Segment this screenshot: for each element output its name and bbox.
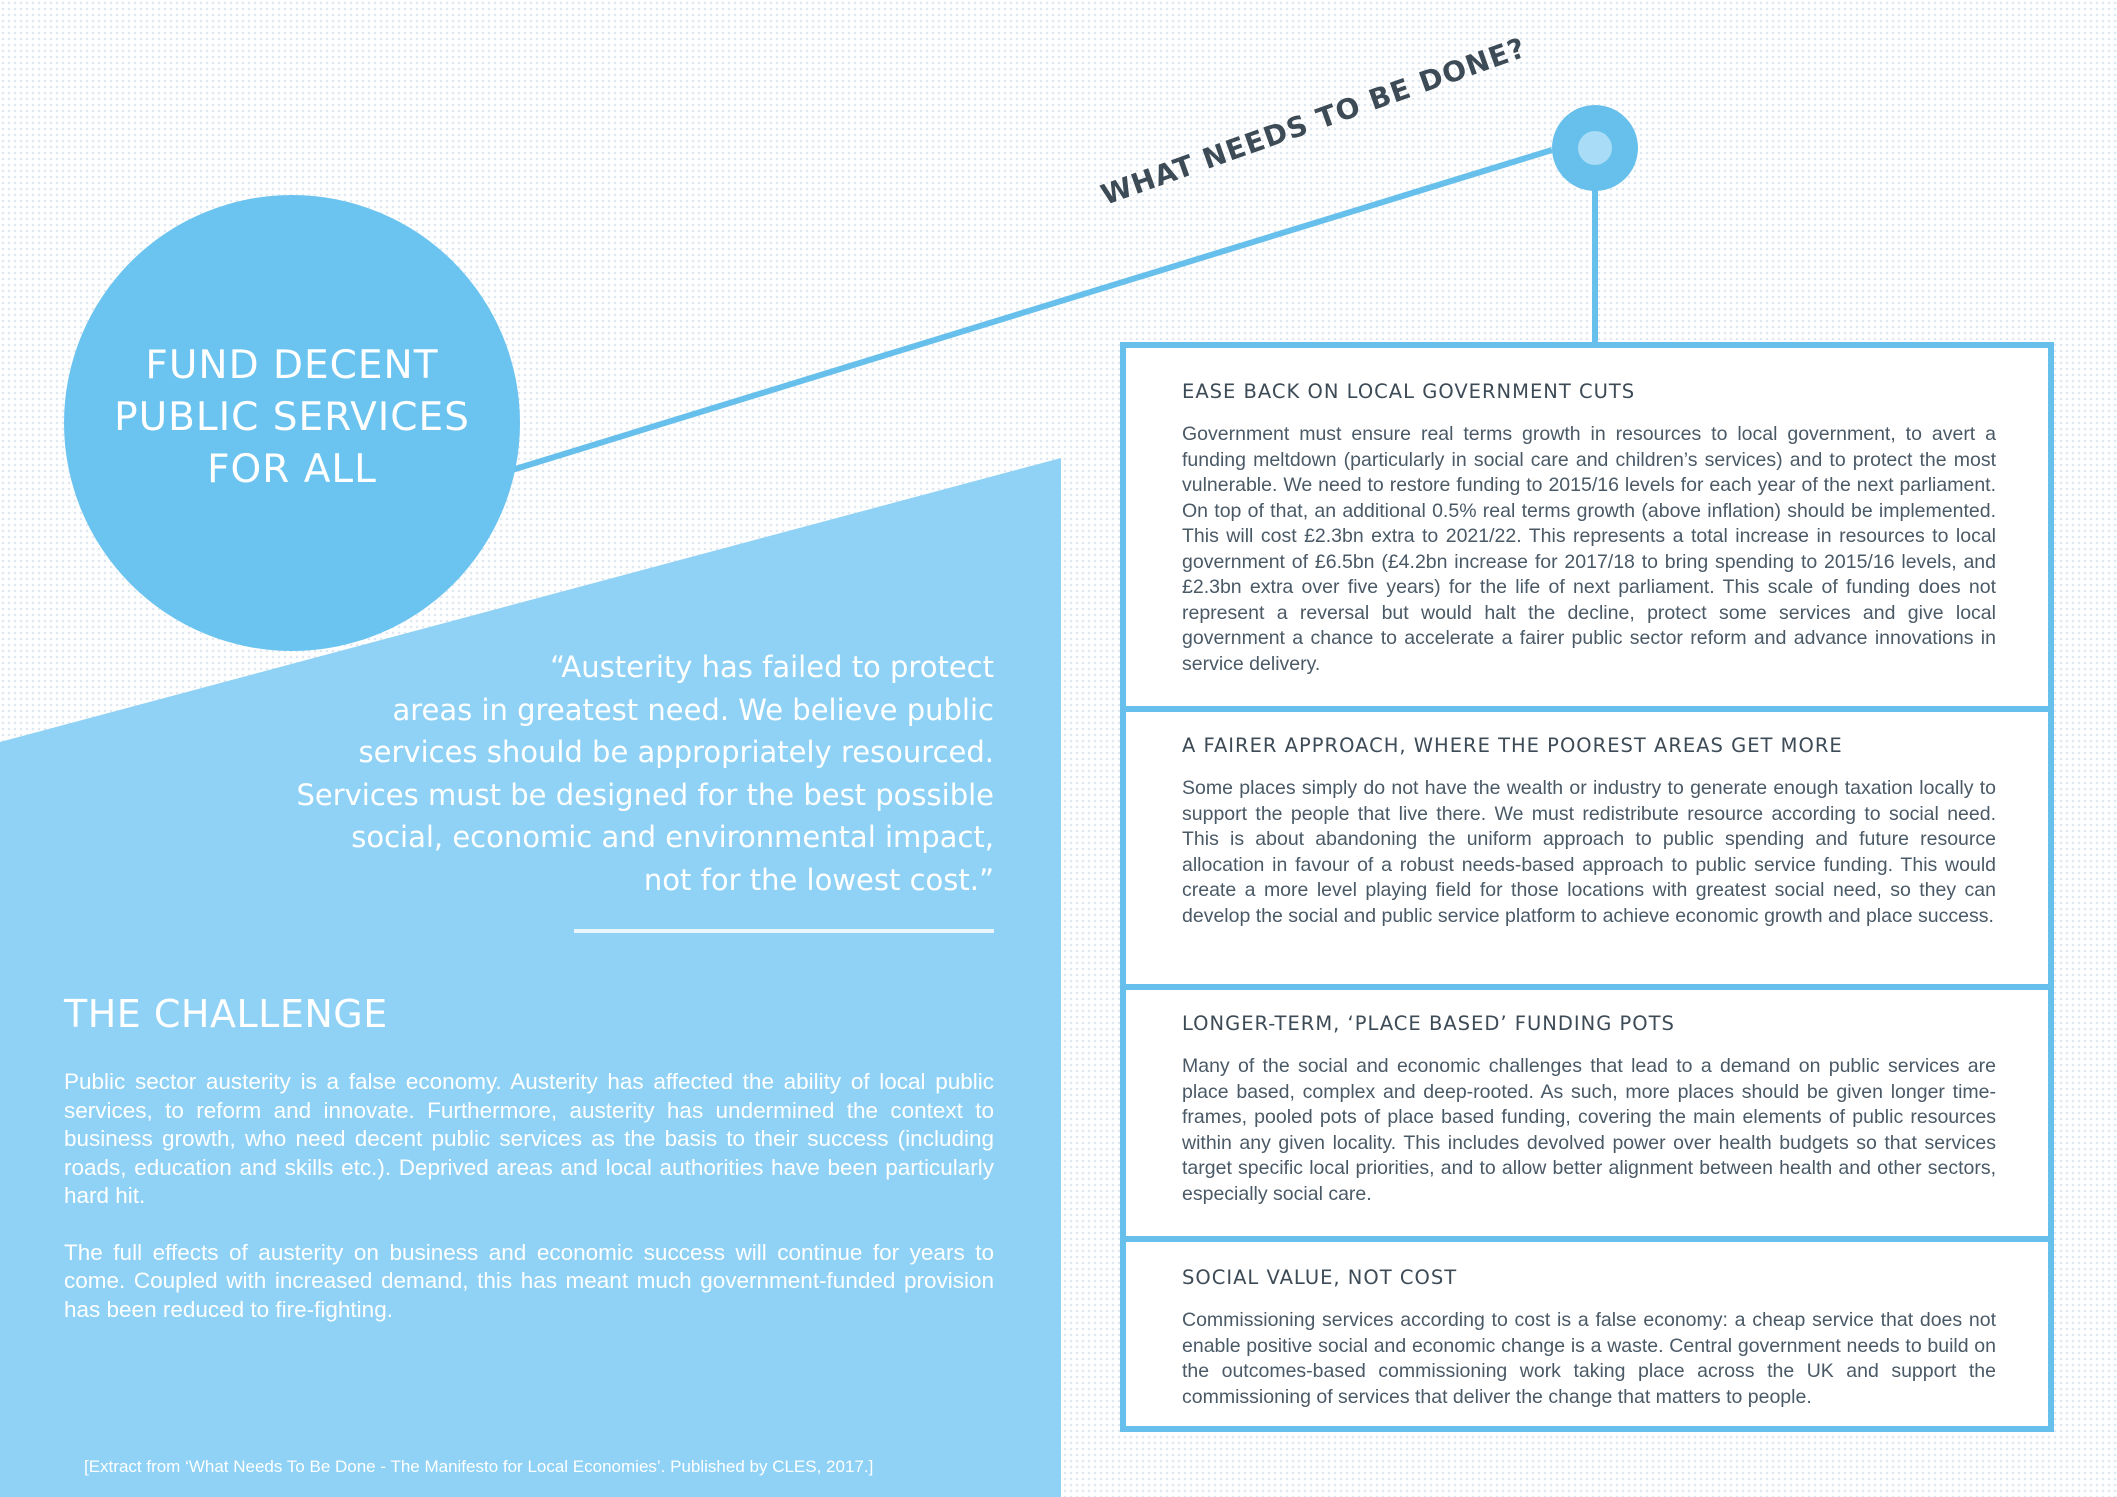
quote-line: social, economic and environmental impact, <box>351 820 994 854</box>
section-title: EASE BACK ON LOCAL GOVERNMENT CUTS <box>1182 380 1636 403</box>
section-place-based-funding <box>1126 984 2048 1236</box>
quote-line: services should be appropriately resourced. <box>358 735 994 769</box>
quote-line: not for the lowest cost.” <box>643 862 994 897</box>
title-line: PUBLIC SERVICES <box>114 395 470 440</box>
section-fairer-approach <box>1126 706 2048 984</box>
quote-line: “Austerity has failed to protect <box>550 650 994 684</box>
title-line: FUND DECENT <box>145 343 439 388</box>
quote-line: areas in greatest need. We believe public <box>392 692 994 727</box>
section-title: LONGER-TERM, ‘PLACE BASED’ FUNDING POTS <box>1182 1012 1675 1035</box>
challenge-body <box>64 1068 994 1352</box>
connector-node-inner <box>1578 131 1612 165</box>
recommendations-panel <box>1120 342 2054 1432</box>
title-line: FOR ALL <box>207 447 377 492</box>
section-title: SOCIAL VALUE, NOT COST <box>1182 1266 1458 1289</box>
quote-divider <box>574 929 994 933</box>
section-body: Commissioning services according to cost is a false economy: a cheap service that does not enable positive social and economic change is a waste. Central government needs to build on the outcomes-based commissioning work taking place across the UK and support the commissioning of services that deliver the change that matters to people. <box>1182 1309 1996 1408</box>
source-citation: [Extract from ‘What Needs To Be Done - The Manifesto for Local Economies’. Published by CLES, 2017.] <box>84 1457 874 1476</box>
section-ease-back-cuts <box>1126 348 2048 706</box>
challenge-paragraph: Public sector austerity is a false economy. Austerity has affected the ability of local public services, to reform and innovate. Furthermore, austerity has undermined the context to business growth, who need decent public services as the basis to their success (including roads, education and skills etc.). Deprived areas and local authorities have been particularly hard hit. <box>64 1069 994 1208</box>
section-body: Many of the social and economic challenges that lead to a demand on public services are place based, complex and deep-rooted. As such, more places should be given longer time-frames, pooled pots of place based funding, covering the main elements of public resources within any given locality. This includes devolved power over health budgets so that services target specific local priorities, and to allow better alignment between health and other sectors, especially social care. <box>1182 1055 1996 1205</box>
quote-line: Services must be designed for the best possible <box>296 777 994 812</box>
what-needs-to-be-done-label: WHAT NEEDS TO BE DONE? <box>1096 31 1531 212</box>
section-title: A FAIRER APPROACH, WHERE THE POOREST AREAS GET MORE <box>1182 734 1843 757</box>
section-body: Government must ensure real terms growth in resources to local government, to avert a funding meltdown (particularly in social care and children’s services) and to protect the most vulnerable. We need to restore funding to 2015/16 levels for each year of the next parliament. On top of that, an additional 0.5% real terms growth (above inflation) should be implemented. This will cost £2.3bn extra to 2021/22. This represents a total increase in resources to local government of £6.5bn (£4.2bn increase for 2017/18 to bring spending to 2015/16 levels, and £2.3bn extra over five years) for the life of next parliament. This scale of funding does not represent a reversal but would halt the decline, protect some services and give local government a chance to accelerate a fairer public sector reform and advance innovations in service delivery. <box>1182 423 1996 675</box>
section-body: Some places simply do not have the wealth or industry to generate enough taxation locally to support the people that live there. We must redistribute resource according to social need. This is about abandoning the uniform approach to public spending and future resource allocation in favour of a robust needs-based approach to public service funding. This would create a more level playing field for those locations with greatest social need, so they can develop the social and public service platform to achieve economic growth and place success. <box>1182 777 1996 927</box>
section-social-value <box>1126 1236 2048 1426</box>
challenge-heading: THE CHALLENGE <box>64 992 388 1036</box>
page-title <box>64 190 520 646</box>
challenge-paragraph: The full effects of austerity on business and economic success will continue for years to come. Coupled with increased demand, this has meant much government-funded provision has been reduced to fire-fighting. <box>64 1239 994 1322</box>
pull-quote <box>220 646 994 901</box>
